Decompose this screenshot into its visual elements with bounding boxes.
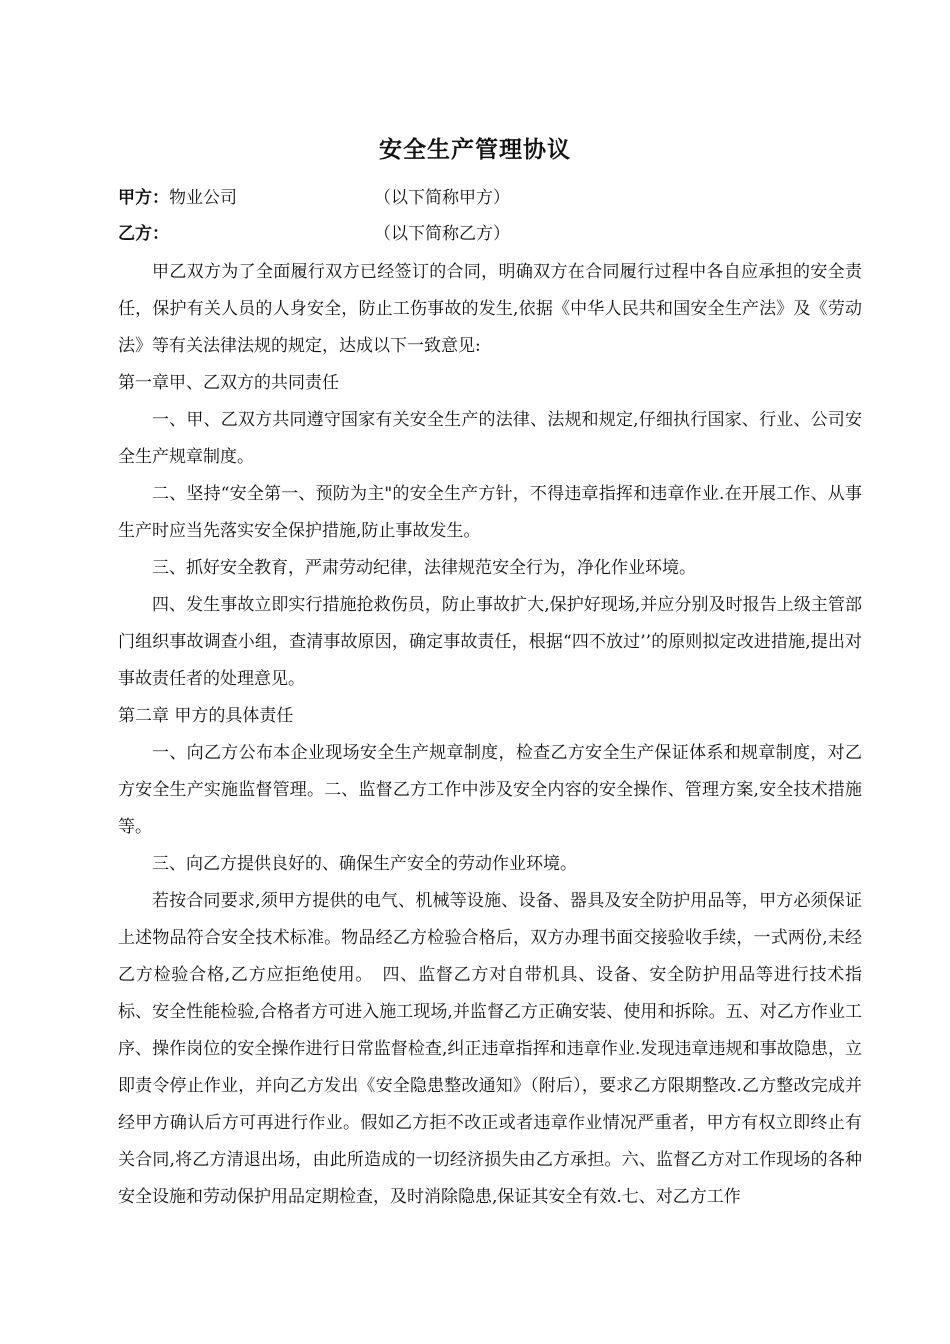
chapter-1-clause-3: 三、抓好安全教育，严肃劳动纪律，法律规范安全行为，净化作业环境。 xyxy=(152,558,696,578)
party-b-note: （以下简称乙方） xyxy=(374,224,510,244)
party-b-label: 乙方： xyxy=(118,224,169,244)
chapter-2-clause-3: 三、向乙方提供良好的、确保生产安全的劳动作业环境。 xyxy=(152,854,577,874)
chapter-1-clause-1: 一、甲、乙双方共同遵守国家有关安全生产的法律、法规和规定,仔细执行国家、行业、公司安全生产规章制度。 xyxy=(118,410,862,467)
chapter-1-clause-4: 四、发生事故立即实行措施抢救伤员，防止事故扩大,保护好现场,并应分别及时报告上级主管部门组织事故调查小组，查清事故原因，确定事故责任，根据“四不放过’’的原则拟定改进措施,提出对事故责任者的处理意见。 xyxy=(118,595,862,689)
chapter-2-clause-continued: 若按合同要求,须甲方提供的电气、机械等设施、设备、器具及安全防护用品等，甲方必须保证上述物品符合安全技术标准。物品经乙方检验合格后，双方办理书面交接验收手续，一式两份,未经乙方检验合格,乙方应拒绝使用。 四、监督乙方对自带机具、设备、安全防护用品等进行技术指标、安全性能检验,合格者方可进入施工现场,并监督乙方正确安装、使用和拆除。五、对乙方作业工序、操作岗位的安全操作进行日常监督检查,纠正违章指挥和违章作业.发现违章违规和事故隐患，立即责令停止作业，并向乙方发出《安全隐患整改通知》（附后），要求乙方限期整改.乙方整改完成并经甲方确认后方可再进行作业。假如乙方拒不改正或者违章作业情况严重者，甲方有权立即终止有关合同,将乙方清退出场，由此所造成的一切经济损失由乙方承担。六、监督乙方对工作现场的各种安全设施和劳动保护用品定期检查，及时消除隐患,保证其安全有效.七、对乙方工作 xyxy=(118,891,862,1207)
party-a-value: 物业公司 xyxy=(169,188,237,208)
intro-paragraph: 甲乙双方为了全面履行双方已经签订的合同，明确双方在合同履行过程中各自应承担的安全责任，保护有关人员的人身安全，防止工伤事故的发生,依据《中华人民共和国安全生产法》及《劳动法》等有关法律法规的规定，达成以下一致意见: xyxy=(118,262,862,356)
party-a-line xyxy=(118,186,838,210)
party-a-label: 甲方： xyxy=(118,188,169,208)
agreement-body xyxy=(118,254,862,1216)
chapter-2-heading: 第二章 甲方的具体责任 xyxy=(118,706,294,726)
chapter-2-clause-1-2: 一、向乙方公布本企业现场安全生产规章制度，检查乙方安全生产保证体系和规章制度，对乙方安全生产实施监督管理。二、监督乙方工作中涉及安全内容的安全操作、管理方案,安全技术措施等。 xyxy=(118,743,862,837)
chapter-1-heading: 第一章甲、乙双方的共同责任 xyxy=(118,373,339,393)
party-a-note: （以下简称甲方） xyxy=(374,188,510,208)
chapter-1-clause-2: 二、坚持“安全第一、预防为主"的安全生产方针，不得违章指挥和违章作业.在开展工作、从事生产时应当先落实安全保护措施,防止事故发生。 xyxy=(118,484,862,541)
document-title: 安全生产管理协议 xyxy=(379,136,571,163)
party-b-line xyxy=(118,222,838,246)
